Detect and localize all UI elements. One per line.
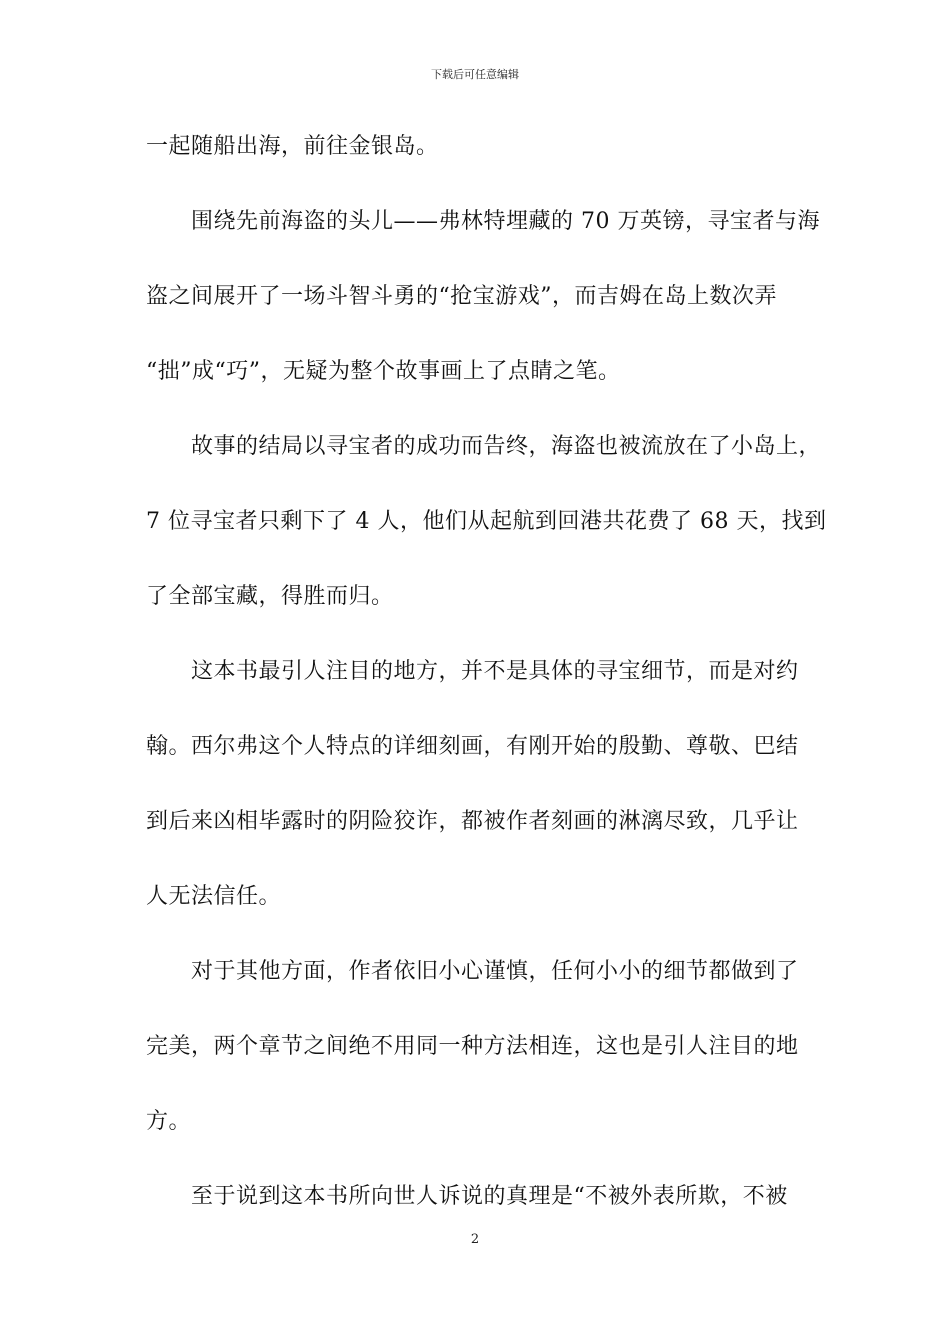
text-line: 一起随船出海，前往金银岛。 — [146, 134, 439, 159]
text-line: 翰。西尔弗这个人特点的详细刻画，有刚开始的殷勤、尊敬、巴结 — [146, 734, 799, 759]
text-line: 这本书最引人注目的地方，并不是具体的寻宝细节，而是对约 — [191, 659, 799, 684]
text-line: 了全部宝藏，得胜而归。 — [146, 584, 394, 609]
text-line: 人无法信任。 — [146, 884, 282, 909]
text-line: 方。 — [146, 1109, 192, 1134]
page-number: 2 — [470, 1232, 480, 1247]
text-line: 完美，两个章节之间绝不用同一种方法相连，这也是引人注目的地 — [146, 1034, 799, 1059]
text-line: 到后来凶相毕露时的阴险狡诈，都被作者刻画的淋漓尽致，几乎让 — [146, 809, 799, 834]
text-line: 围绕先前海盗的头儿——弗林特埋藏的 70 万英镑，寻宝者与海 — [191, 209, 820, 234]
page-header: 下载后可任意编辑 — [431, 68, 519, 81]
text-line: “拙”成“巧”，无疑为整个故事画上了点睛之笔。 — [146, 359, 621, 384]
text-line: 故事的结局以寻宝者的成功而告终，海盗也被流放在了小岛上， — [191, 434, 822, 459]
text-line: 至于说到这本书所向世人诉说的真理是“不被外表所欺，不被 — [191, 1184, 788, 1209]
text-line: 盗之间展开了一场斗智斗勇的“抢宝游戏”，而吉姆在岛上数次弄 — [146, 284, 777, 309]
text-line: 7 位寻宝者只剩下了 4 人，他们从起航到回港共花费了 68 天，找到 — [146, 509, 827, 534]
text-line: 对于其他方面，作者依旧小心谨慎，任何小小的细节都做到了 — [191, 959, 799, 984]
